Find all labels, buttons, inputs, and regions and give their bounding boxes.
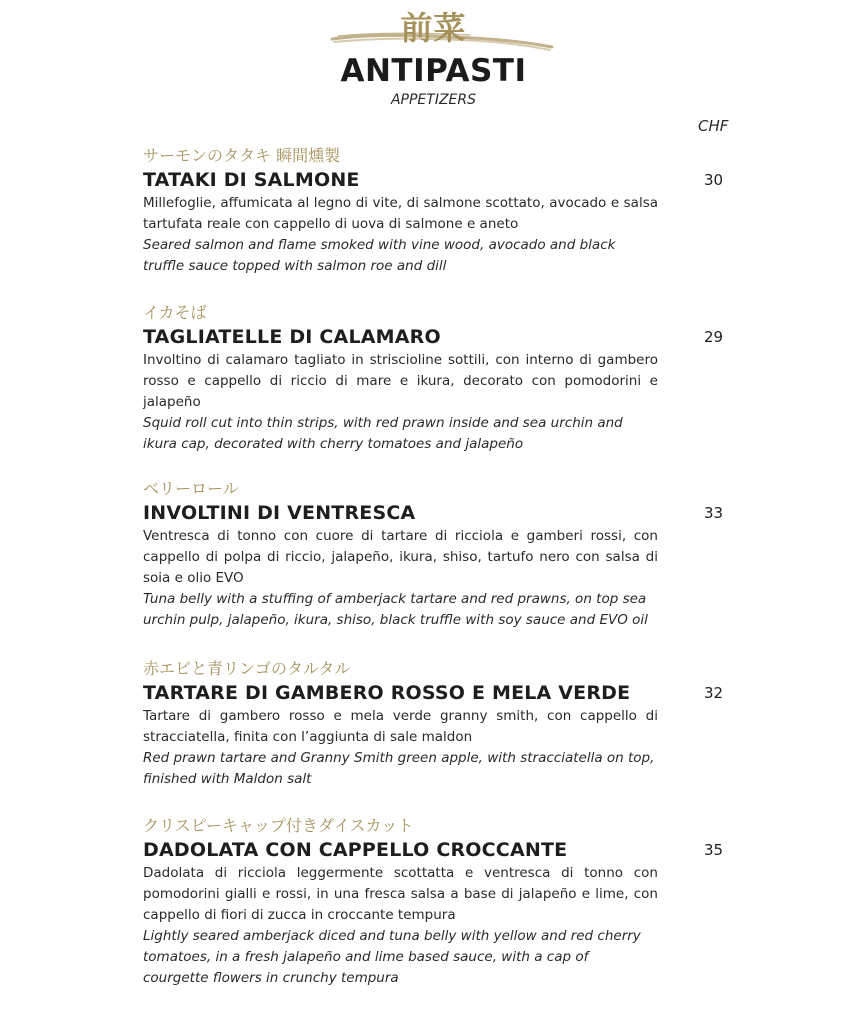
section-subtitle: APPETIZERS	[390, 92, 477, 108]
dish-name: TATAKI DI SALMONE	[143, 169, 360, 191]
dish-price: 29	[704, 328, 724, 346]
menu-item	[143, 658, 763, 790]
dish-japanese-name: クリスピーキャップ付きダイスカット	[143, 816, 414, 835]
dish-name: TARTARE DI GAMBERO ROSSO E MELA VERDE	[143, 682, 631, 704]
dish-description-italian: Ventresca di tonno con cuore di tartare di ricciola e gamberi rossi, con cappello di polpa di riccio, jalapeño, ikura, shiso, tartufo nero con salsa di soia e olio EVO	[143, 528, 658, 586]
menu-header	[0, 0, 867, 115]
section-title: ANTIPASTI	[340, 53, 527, 89]
dish-japanese-name: サーモンのタタキ 瞬間燻製	[143, 146, 341, 165]
dish-price: 30	[704, 171, 724, 189]
dish-description-english: Red prawn tartare and Granny Smith green apple, with stracciatella on top, finished with Maldon salt	[143, 750, 655, 787]
dish-description-english: Tuna belly with a stuffing of amberjack tartare and red prawns, on top sea urchin pulp, jalapeño, ikura, shiso, black truffle with soy sauce and EVO oil	[143, 591, 648, 628]
dish-description-english: Lightly seared amberjack diced and tuna belly with yellow and red cherry tomatoes, in a fresh jalapeño and lime based sauce, with a cap of courgette flowers in crunchy tempura	[143, 928, 641, 986]
dish-name: INVOLTINI DI VENTRESCA	[143, 502, 416, 524]
currency-label: CHF	[698, 117, 729, 135]
menu-item	[143, 478, 763, 631]
menu-item	[143, 145, 763, 277]
dish-description-italian: Millefoglie, affumicata al legno di vite, di salmone scottato, avocado e salsa tartufata reale con cappello di uova di salmone e aneto	[143, 195, 658, 232]
dish-description-english: Squid roll cut into thin strips, with red prawn inside and sea urchin and ikura cap, decorated with cherry tomatoes and jalapeño	[143, 415, 623, 452]
dish-price: 32	[704, 684, 724, 702]
section-kanji: 前菜	[400, 9, 467, 47]
dish-japanese-name: 赤エビと青リンゴのタルタル	[143, 659, 351, 678]
menu-item	[143, 815, 763, 989]
dish-japanese-name: ベリーロール	[143, 479, 239, 498]
dish-description-english: Seared salmon and flame smoked with vine wood, avocado and black truffle sauce topped with salmon roe and dill	[143, 237, 616, 274]
dish-description-italian: Dadolata di ricciola leggermente scottatta e ventresca di tonno con pomodorini gialli e rossi, in una fresca salsa a base di jalapeño e lime, con cappello di fiori di zucca in croccante tempura	[143, 865, 658, 923]
dish-name: DADOLATA CON CAPPELLO CROCCANTE	[143, 839, 568, 861]
menu-item	[143, 302, 763, 455]
dish-description-italian: Involtino di calamaro tagliato in striscioline sottili, con interno di gambero rosso e cappello di riccio di mare e ikura, decorato con pomodorini e jalapeño	[143, 352, 658, 410]
dish-description-italian: Tartare di gambero rosso e mela verde granny smith, con cappello di stracciatella, finita con l’aggiunta di sale maldon	[143, 708, 658, 745]
dish-price: 33	[704, 504, 724, 522]
dish-name: TAGLIATELLE DI CALAMARO	[143, 326, 441, 348]
dish-price: 35	[704, 841, 724, 859]
dish-japanese-name: イカそば	[143, 303, 207, 322]
